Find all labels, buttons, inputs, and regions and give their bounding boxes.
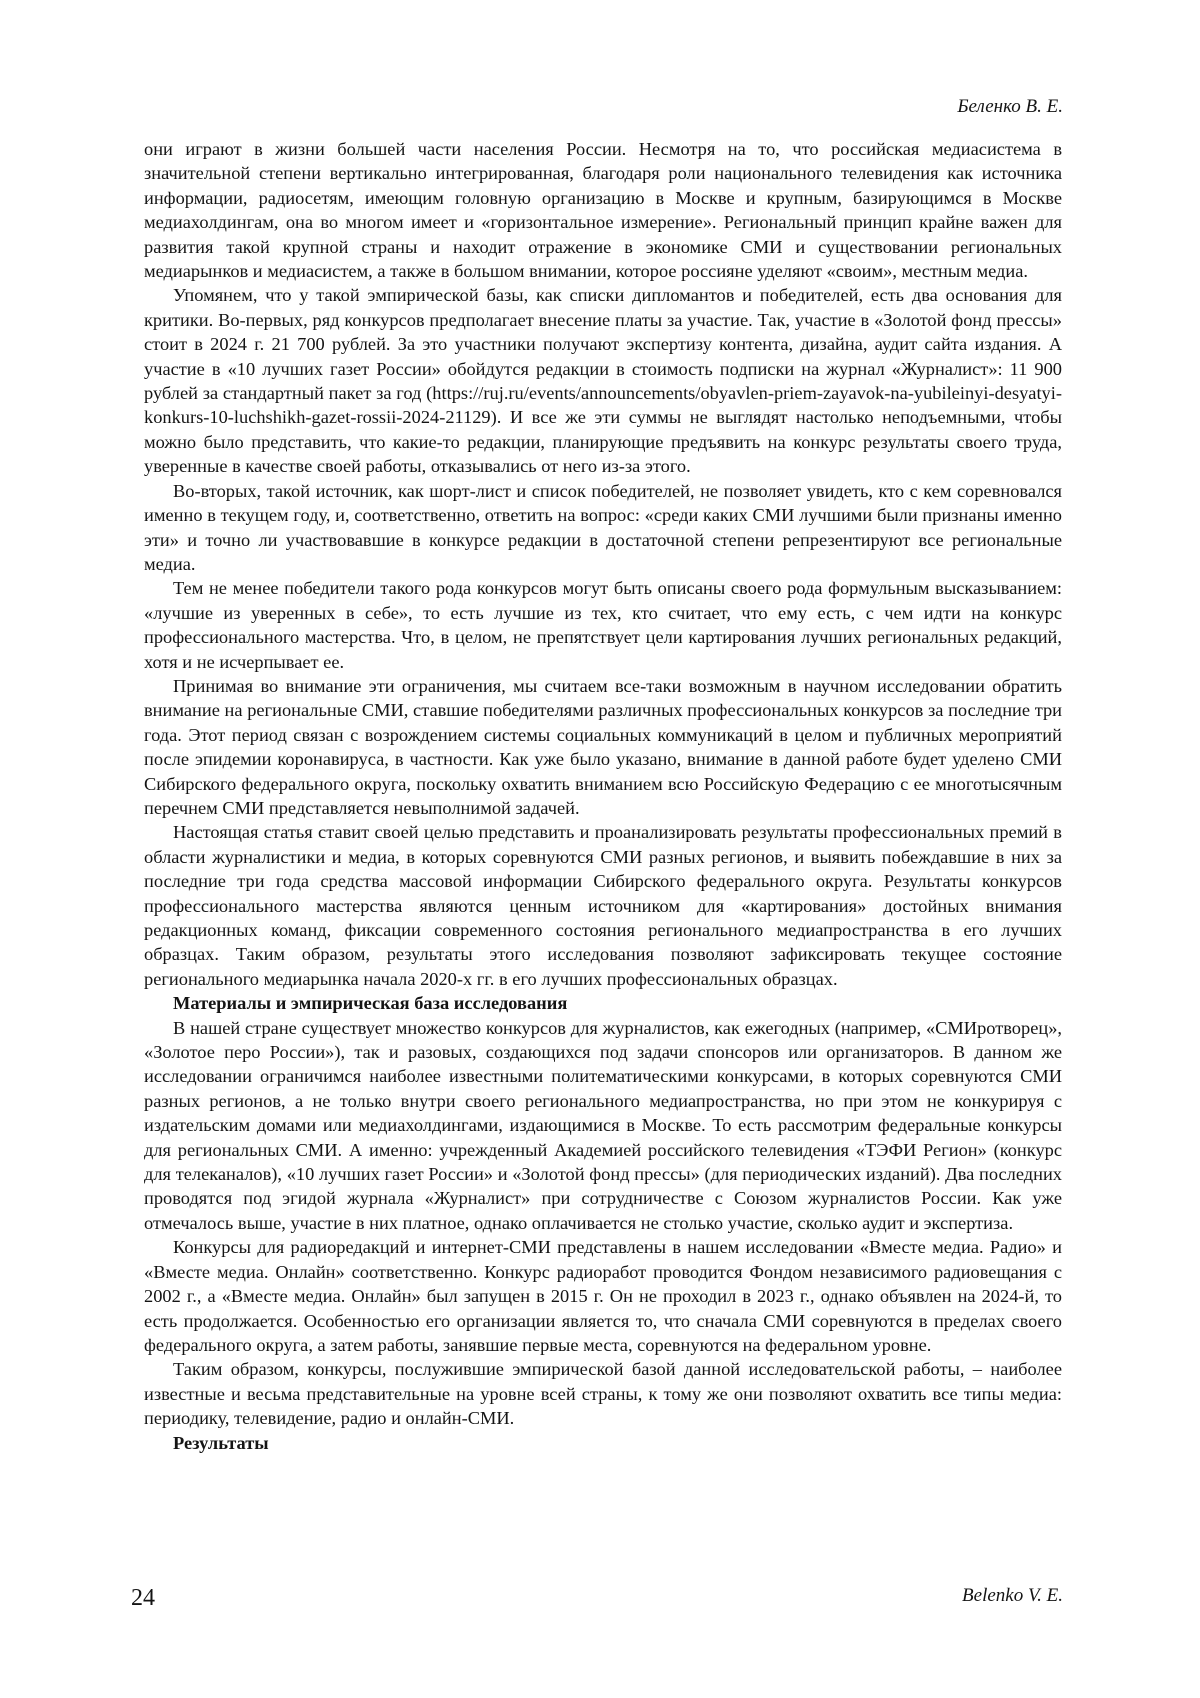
- section-heading-results: Результаты: [173, 1432, 269, 1453]
- paragraph: Настоящая статья ставит своей целью представить и проанализировать результаты профессиональных премий в области журналистики и медиа, в которых соревнуются СМИ разных регионов, и выявить побеждавшие в них за последние три года средства массовой информации Сибирского федерального округа. Результаты конкурсов профессионального мастерства являются ценным источником для «картирования» достойных внимания редакционных команд, фиксации современного состояния регионального медиапространства в его лучших образцах. Таким образом, результаты этого исследования позволяют зафиксировать текущее состояние регионального медиарынка начала 2020-х гг. в его лучших профессиональных образцах.: [144, 822, 1062, 989]
- article-body: [144, 137, 1062, 1455]
- paragraph: В нашей стране существует множество конкурсов для журналистов, как ежегодных (например, «СМИротворец», «Золотое перо России»), так и разовых, создающихся под задачи спонсоров или организаторов. В данном же исследовании ограничимся наиболее известными политематическими конкурсами, в которых соревнуются СМИ разных регионов, а не только внутри своего регионального медиапространства, но при этом не конкурируя с издательским домами или медиахолдингами, издающимися в Москве. То есть рассмотрим федеральные конкурсы для региональных СМИ. А именно: учрежденный Академией российского телевидения «ТЭФИ Регион» (конкурс для телеканалов), «10 лучших газет России» и «Золотой фонд прессы» (для периодических изданий). Два последних проводятся под эгидой журнала «Журналист» при сотрудничестве с Союзом журналистов России. Как уже отмечалось выше, участие в них платное, однако оплачивается не столько участие, сколько аудит и экспертиза.: [144, 1017, 1062, 1233]
- paragraph: Конкурсы для радиоредакций и интернет-СМИ представлены в нашем исследовании «Вместе медиа. Радио» и «Вместе медиа. Онлайн» соответственно. Конкурс радиоработ проводится Фондом независимого радиовещания с 2002 г., а «Вместе медиа. Онлайн» был запущен в 2015 г. Он не проходил в 2023 г., однако объявлен на 2024-й, то есть продолжается. Особенностью его организации является то, что сначала СМИ соревнуются в пределах своего федерального округа, а затем работы, занявшие первые места, соревнуются на федеральном уровне.: [144, 1237, 1062, 1355]
- paragraph: Принимая во внимание эти ограничения, мы считаем все-таки возможным в научном исследовании обратить внимание на региональные СМИ, ставшие победителями различных профессиональных конкурсов за последние три года. Этот период связан с возрождением системы социальных коммуникаций в целом и публичных мероприятий после эпидемии коронавируса, в частности. Как уже было указано, внимание в данной работе будет уделено СМИ Сибирского федерального округа, поскольку охватить вниманием всю Российскую Федерацию с ее многотысячным перечнем СМИ представляется невыполнимой задачей.: [144, 675, 1062, 818]
- paragraph: Упомянем, что у такой эмпирической базы, как списки дипломантов и победителей, есть два основания для критики. Во-первых, ряд конкурсов предполагает внесение платы за участие. Так, участие в «Золотой фонд прессы» стоит в 2024 г. 21 700 рублей. За это участники получают экспертизу контента, дизайна, аудит сайта издания. А участие в «10 лучших газет России» обойдутся редакции в стоимость подписки на журнал «Журналист»: 11 900 рублей за стандартный пакет за год (https://ruj.ru/events/announcements/obyavlen-priem-zayavok-na-yubileinyi-desyatyi-konkurs-10-luchshikh-gazet-rossii-2024-21129). И все же эти суммы не выглядят настолько неподъемными, чтобы можно было представить, что какие-то редакции, планирующие предъявить на конкурс результаты своего труда, уверенные в качестве своей работы, отказывались от него из-за этого.: [144, 285, 1062, 477]
- section-heading-materials: Материалы и эмпирическая база исследования: [173, 993, 568, 1014]
- running-head-author: Беленко В. Е.: [957, 96, 1063, 117]
- paragraph: они играют в жизни большей части населения России. Несмотря на то, что российская медиасистема в значительной степени вертикально интегрированная, благодаря роли национального телевидения как источника информации, радиосетям, имеющим головную организацию в Москве и крупным, базирующимся в Москве медиахолдингам, она во многом имеет и «горизонтальное измерение». Региональный принцип крайне важен для развития такой крупной страны и находит отражение в экономике СМИ и существовании региональных медиарынков и медиасистем, а также в большом внимании, которое россияне уделяют «своим», местным медиа.: [144, 139, 1062, 282]
- paragraph: Таким образом, конкурсы, послужившие эмпирической базой данной исследовательской работы, – наиболее известные и весьма представительные на уровне всей страны, к тому же они позволяют охватить все типы медиа: периодику, телевидение, радио и онлайн-СМИ.: [144, 1359, 1062, 1429]
- footer-author-latin: Belenko V. E.: [962, 1585, 1063, 1606]
- paragraph: Во-вторых, такой источник, как шорт-лист и список победителей, не позволяет увидеть, кто с кем соревновался именно в текущем году, и, соответственно, ответить на вопрос: «среди каких СМИ лучшими были признаны именно эти» и точно ли участвовавшие в конкурсе редакции в достаточной степени репрезентируют все региональные медиа.: [144, 480, 1062, 574]
- page-number: 24: [131, 1585, 155, 1611]
- paragraph: Тем не менее победители такого рода конкурсов могут быть описаны своего рода формульным высказыванием: «лучшие из уверенных в себе», то есть лучшие из тех, кто считает, что ему есть, с чем идти на конкурс профессионального мастерства. Что, в целом, не препятствует цели картирования лучших региональных редакций, хотя и не исчерпывает ее.: [144, 578, 1062, 672]
